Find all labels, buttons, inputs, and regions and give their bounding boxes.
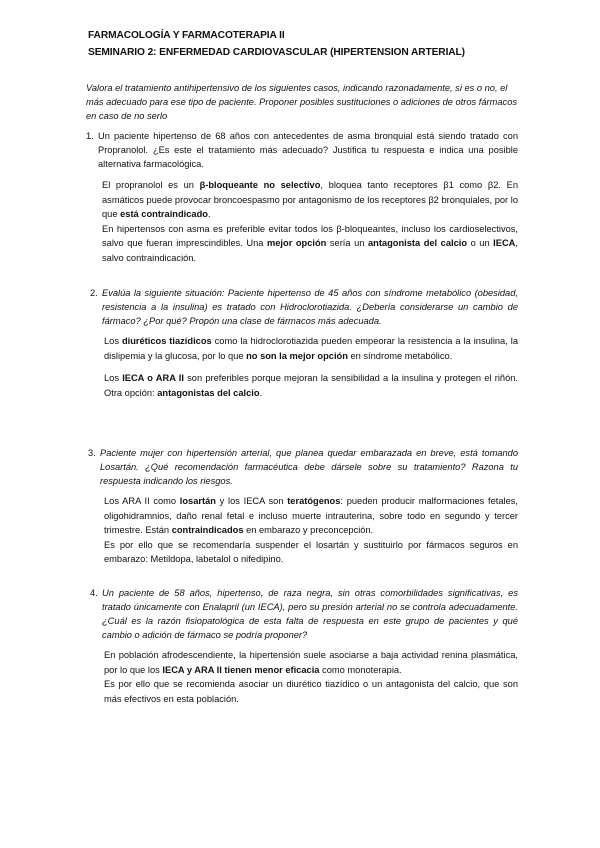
question-4 <box>90 586 518 642</box>
answer-4 <box>104 648 518 706</box>
answer-paragraph: En población afrodescendiente, la hipertensión suele asociarse a baja actividad renina plasmática, por lo que los IECA y ARA II tienen menor eficacia como monoterapia. <box>104 650 518 675</box>
answer-paragraph: Los diuréticos tiazídicos como la hidroclorotiazida pueden empeorar la resistencia a la insulina, la dislipemia y la glucosa, por lo que no son la mejor opción en síndrome metabólico. <box>104 336 518 361</box>
question-number: 1. <box>86 131 94 141</box>
answer-paragraph: Los IECA o ARA II son preferibles porque mejoran la sensibilidad a la insulina y protegen el riñón. Otra opción: antagonistas del calcio. <box>104 373 518 398</box>
answer-paragraph: Es por ello que se recomienda asociar un diurético tiazídico o un antagonista del calcio, que son más efectivos en esta población. <box>104 679 518 704</box>
answer-3 <box>104 494 518 567</box>
answer-paragraph: Es por ello que se recomendaría suspender el losartán y sustituirlo por fármacos seguros en embarazo: Metildopa, labetalol o nifedipino. <box>104 539 518 564</box>
question-text: Paciente mujer con hipertensión arterial, que planea quedar embarazada en breve, está tomando Losartán. ¿Qué recomendación farmacéutica debe dársele sobre su tratamiento? Razona tu respuesta indicando los riesgos. <box>100 448 518 486</box>
answer-paragraph: Los ARA II como losartán y los IECA son teratógenos: pueden producir malformaciones fetales, oligohidramnios, daño renal fetal e incluso muerte intrauterina, sobre todo en segundo y tercer trimestre. Están contraindicados en embarazo y preconcepción. <box>104 496 519 535</box>
question-number: 4. <box>90 588 98 598</box>
question-number: 2. <box>90 288 98 298</box>
seminar-title: SEMINARIO 2: ENFERMEDAD CARDIOVASCULAR (HIPERTENSION ARTERIAL) <box>88 47 465 58</box>
answer-paragraph: El propranolol es un β-bloqueante no selectivo, bloquea tanto receptores β1 como β2. En asmáticos puede provocar broncoespasmo por antagonismo de los receptores β2 bronquiales, por lo que está contraindicado. <box>102 180 518 219</box>
question-text: Un paciente hipertenso de 68 años con antecedentes de asma bronquial está siendo tratado con Propranolol. ¿Es este el tratamiento más adecuado? Justifica tu respuesta e indica una posible alternativa farmacológica. <box>98 131 518 169</box>
question-1 <box>86 129 518 171</box>
course-title: FARMACOLOGÍA Y FARMACOTERAPIA II <box>88 30 285 41</box>
answer-2 <box>104 334 518 400</box>
question-number: 3. <box>88 448 96 458</box>
answer-1 <box>102 178 518 265</box>
instructions: Valora el tratamiento antihipertensivo de los siguientes casos, indicando razonadamente, si es o no, el más adecuado para ese tipo de paciente. Proponer posibles sustituciones o adiciones de otros fármacos en caso de no serlo <box>86 83 518 121</box>
question-3 <box>88 446 518 488</box>
question-text: Evalúa la siguiente situación: Paciente hipertenso de 45 años con síndrome metabólico (obesidad, resistencia a la insulina) es tratado con Hidroclorotiazida. ¿Debería considerarse un cambio de fármaco? ¿Por qué? Propón una clase de fármacos más adecuada. <box>102 288 518 326</box>
question-2 <box>90 286 518 328</box>
question-text: Un paciente de 58 años, hipertenso, de raza negra, sin otras comorbilidades significativas, es tratado únicamente con Enalapril (un IECA), pero su presión arterial no se controla adecuadamente. ¿Cuál es la razón fisiopatológica de esta falta de respuesta en este grupo de pacientes y qué cambio o adición de fármaco se podría proponer? <box>102 588 518 640</box>
answer-paragraph: En hipertensos con asma es preferible evitar todos los β-bloqueantes, incluso los cardioselectivos, salvo que fueran imprescindibles. Una mejor opción sería un antagonista del calcio o un IECA, salvo contraindicación. <box>102 223 518 263</box>
